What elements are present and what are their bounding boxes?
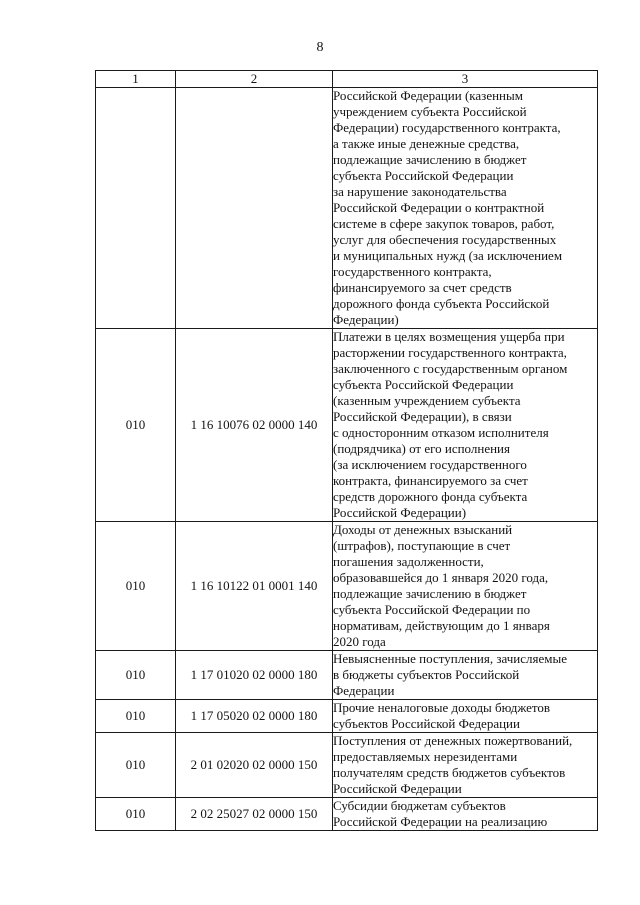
income-name-line: (за исключением государственного (333, 457, 527, 472)
income-name-line: с односторонним отказом исполнителя (333, 425, 549, 440)
income-name-line: контракта, финансируемого за счет (333, 473, 528, 488)
table-row (96, 700, 598, 733)
income-name-line: 2020 года (333, 634, 386, 649)
income-name-line: Субсидии бюджетам субъектов (333, 798, 506, 813)
income-name-line: Федерации) (333, 312, 399, 327)
income-name-line: Российской Федерации) (333, 505, 467, 520)
table-row (96, 329, 598, 522)
income-name-line: погашения задолженности, (333, 554, 484, 569)
income-name-line: в бюджеты субъектов Российской (333, 667, 520, 682)
income-name-line: и муниципальных нужд (за исключением (333, 248, 563, 263)
income-name-line: за нарушение законодательства (333, 184, 507, 199)
income-code-cell: 2 01 02020 02 0000 150 (176, 733, 333, 798)
income-name-line: Российской Федерации на реализацию (333, 814, 548, 829)
income-name-line: Российской Федерации (казенным (333, 88, 523, 103)
income-name-cell (333, 798, 598, 831)
income-name-line: учреждением субъекта Российской (333, 104, 527, 119)
income-name-line: Российской Федерации о контрактной (333, 200, 545, 215)
income-code-cell: 1 17 01020 02 0000 180 (176, 651, 333, 700)
table-row (96, 733, 598, 798)
income-name-line: Доходы от денежных взысканий (333, 522, 513, 537)
income-code-cell: 2 02 25027 02 0000 150 (176, 798, 333, 831)
administrator-code-cell: 010 (96, 651, 176, 700)
table-body (96, 88, 598, 831)
income-name-line: дорожного фонда субъекта Российской (333, 296, 550, 311)
income-name-line: субъектов Российской Федерации (333, 716, 520, 731)
income-name-line: Российской Федерации), в связи (333, 409, 512, 424)
administrator-code-cell: 010 (96, 700, 176, 733)
income-name-line: (штрафов), поступающие в счет (333, 538, 511, 553)
income-code-cell (176, 88, 333, 329)
income-name-line: расторжении государственного контракта, (333, 345, 567, 360)
income-name-line: субъекта Российской Федерации (333, 168, 514, 183)
table-header-row (96, 71, 598, 88)
income-name-line: Федерации (333, 683, 395, 698)
income-name-line: Российской Федерации (333, 781, 462, 796)
income-name-line: Прочие неналоговые доходы бюджетов (333, 700, 551, 715)
administrator-code-cell: 010 (96, 522, 176, 651)
income-name-cell (333, 651, 598, 700)
administrator-code-cell: 010 (96, 798, 176, 831)
page-number: 8 (316, 40, 324, 55)
table-row (96, 651, 598, 700)
income-name-line: субъекта Российской Федерации (333, 377, 514, 392)
income-name-line: образовавшейся до 1 января 2020 года, (333, 570, 549, 585)
income-name-line: (подрядчика) от его исполнения (333, 441, 510, 456)
income-name-line: заключенного с государственным органом (333, 361, 568, 376)
income-name-cell (333, 733, 598, 798)
table-row (96, 522, 598, 651)
income-name-line: нормативам, действующим до 1 января (333, 618, 550, 633)
income-name-line: (казенным учреждением субъекта (333, 393, 521, 408)
income-name-cell (333, 88, 598, 329)
income-code-cell: 1 17 05020 02 0000 180 (176, 700, 333, 733)
income-name-line: системе в сфере закупок товаров, работ, (333, 216, 555, 231)
income-name-line: финансируемого за счет средств (333, 280, 512, 295)
income-name-line: Платежи в целях возмещения ущерба при (333, 329, 565, 344)
income-name-line: субъекта Российской Федерации по (333, 602, 531, 617)
income-name-line: Поступления от денежных пожертвований, (333, 733, 573, 748)
income-name-line: предоставляемых нерезидентами (333, 749, 518, 764)
income-codes-table (95, 70, 598, 831)
income-name-line: получателям средств бюджетов субъектов (333, 765, 566, 780)
column-header-2: 2 (176, 71, 333, 88)
income-name-line: Федерации) государственного контракта, (333, 120, 561, 135)
income-code-cell: 1 16 10076 02 0000 140 (176, 329, 333, 522)
income-name-line: а также иные денежные средства, (333, 136, 520, 151)
income-name-line: государственного контракта, (333, 264, 492, 279)
administrator-code-cell: 010 (96, 733, 176, 798)
column-header-3: 3 (333, 71, 598, 88)
administrator-code-cell (96, 88, 176, 329)
income-name-line: Невыясненные поступления, зачисляемые (333, 651, 567, 666)
income-name-cell (333, 700, 598, 733)
income-name-line: подлежащие зачислению в бюджет (333, 586, 527, 601)
administrator-code-cell: 010 (96, 329, 176, 522)
table-row (96, 798, 598, 831)
income-name-cell (333, 522, 598, 651)
income-code-cell: 1 16 10122 01 0001 140 (176, 522, 333, 651)
income-name-cell (333, 329, 598, 522)
income-name-line: средств дорожного фонда субъекта (333, 489, 528, 504)
income-name-line: подлежащие зачислению в бюджет (333, 152, 527, 167)
table-row (96, 88, 598, 329)
income-name-line: услуг для обеспечения государственных (333, 232, 557, 247)
column-header-1: 1 (96, 71, 176, 88)
